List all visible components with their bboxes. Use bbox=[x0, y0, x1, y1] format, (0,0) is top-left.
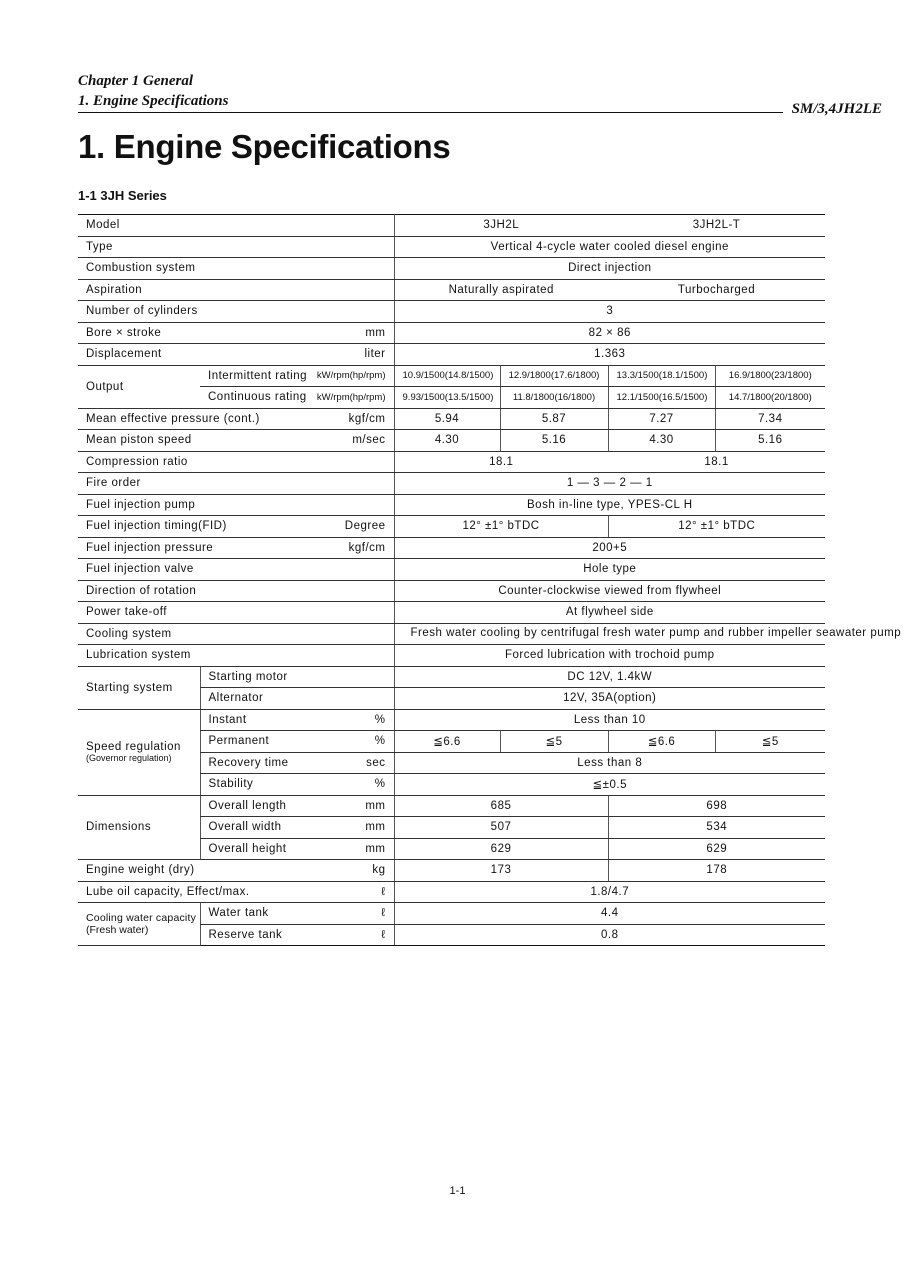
row-label: Stability bbox=[200, 774, 288, 796]
cell-value: 12° ±1° bTDC bbox=[394, 516, 608, 538]
cell-value: ≦5 bbox=[500, 731, 608, 753]
table-row bbox=[78, 881, 825, 903]
cell-value: 698 bbox=[608, 795, 825, 817]
table-row bbox=[78, 494, 825, 516]
table-row bbox=[78, 516, 825, 538]
cell-value: 507 bbox=[394, 817, 608, 839]
row-unit: mm bbox=[288, 322, 394, 344]
cell-value: 4.4 bbox=[394, 903, 825, 925]
row-label: Engine weight (dry) bbox=[78, 860, 288, 882]
row-label: Direction of rotation bbox=[78, 580, 288, 602]
table-row bbox=[78, 623, 825, 645]
row-label: Type bbox=[78, 236, 288, 258]
table-row bbox=[78, 215, 825, 237]
cell-value: Hole type bbox=[394, 559, 825, 581]
cell-value: 9.93/1500(13.5/1500) bbox=[394, 387, 500, 409]
group-subtitle: (Fresh water) bbox=[86, 924, 149, 936]
row-unit: % bbox=[288, 709, 394, 731]
row-label: Combustion system bbox=[78, 258, 288, 280]
row-unit: % bbox=[288, 774, 394, 796]
row-unit: kg bbox=[288, 860, 394, 882]
row-label: Lubrication system bbox=[78, 645, 288, 667]
cell-value: Less than 8 bbox=[394, 752, 825, 774]
row-label: Fuel injection pump bbox=[78, 494, 288, 516]
cell-value: 629 bbox=[394, 838, 608, 860]
cell-value: 13.3/1500(18.1/1500) bbox=[608, 365, 715, 387]
row-label: Power take-off bbox=[78, 602, 288, 624]
table-row bbox=[78, 301, 825, 323]
table-row bbox=[78, 903, 825, 925]
cell-value: 12° ±1° bTDC bbox=[608, 516, 825, 538]
row-label: Cooling system bbox=[78, 623, 288, 645]
table-row bbox=[78, 537, 825, 559]
chapter-title: Chapter 1 General bbox=[78, 73, 194, 89]
cell-value: 4.30 bbox=[608, 430, 715, 452]
row-label: Lube oil capacity, Effect/max. bbox=[78, 881, 288, 903]
row-label: Mean piston speed bbox=[78, 430, 288, 452]
table-row bbox=[78, 795, 825, 817]
page-title: 1. Engine Specifications bbox=[78, 128, 451, 165]
row-label: Continuous rating bbox=[200, 387, 288, 409]
table-row bbox=[78, 645, 825, 667]
row-unit: Degree bbox=[288, 516, 394, 538]
row-unit: kW/rpm(hp/rpm) bbox=[288, 365, 394, 387]
cell-value: 3JH2L-T bbox=[608, 215, 825, 237]
row-label: Bore × stroke bbox=[78, 322, 288, 344]
cell-value: 12.1/1500(16.5/1500) bbox=[608, 387, 715, 409]
cell-value: 0.8 bbox=[394, 924, 825, 946]
cell-value: 12.9/1800(17.6/1800) bbox=[500, 365, 608, 387]
cell-value: 7.27 bbox=[608, 408, 715, 430]
cell-value: ≦5 bbox=[715, 731, 825, 753]
document-code: SM/3,4JH2LE bbox=[791, 101, 882, 117]
cell-value: 5.87 bbox=[500, 408, 608, 430]
row-label: Alternator bbox=[200, 688, 288, 710]
cell-value: ≦±0.5 bbox=[394, 774, 825, 796]
cell-value: 534 bbox=[608, 817, 825, 839]
cell-value: 685 bbox=[394, 795, 608, 817]
cell-value: ≦6.6 bbox=[608, 731, 715, 753]
table-row bbox=[78, 860, 825, 882]
row-label: Permanent bbox=[200, 731, 288, 753]
group-label: Starting system bbox=[78, 666, 200, 709]
cell-value: 7.34 bbox=[715, 408, 825, 430]
cell-value: Direct injection bbox=[394, 258, 825, 280]
cell-value: ≦6.6 bbox=[394, 731, 500, 753]
cell-value: 1.363 bbox=[394, 344, 825, 366]
row-unit: mm bbox=[288, 838, 394, 860]
table-row bbox=[78, 430, 825, 452]
row-label: Number of cylinders bbox=[78, 301, 288, 323]
cell-value: 14.7/1800(20/1800) bbox=[715, 387, 825, 409]
row-unit: kW/rpm(hp/rpm) bbox=[288, 387, 394, 409]
cell-value: 1 — 3 — 2 — 1 bbox=[394, 473, 825, 495]
table-row bbox=[78, 236, 825, 258]
cell-value: Vertical 4-cycle water cooled diesel engine bbox=[394, 236, 825, 258]
row-unit: mm bbox=[288, 817, 394, 839]
cell-value: 4.30 bbox=[394, 430, 500, 452]
row-label: Model bbox=[78, 215, 288, 237]
group-label: Output bbox=[78, 365, 200, 408]
table-row bbox=[78, 559, 825, 581]
section-subtitle: 1-1 3JH Series bbox=[78, 188, 167, 203]
cell-value: 5.16 bbox=[715, 430, 825, 452]
cell-value: 173 bbox=[394, 860, 608, 882]
cell-value: Bosh in-line type, YPES-CL H bbox=[394, 494, 825, 516]
row-label: Reserve tank bbox=[200, 924, 288, 946]
cell-value: Forced lubrication with trochoid pump bbox=[394, 645, 825, 667]
table-row bbox=[78, 709, 825, 731]
row-label: Mean effective pressure (cont.) bbox=[78, 408, 288, 430]
cell-value: 3 bbox=[394, 301, 825, 323]
row-label: Instant bbox=[200, 709, 288, 731]
row-unit: kgf/cm bbox=[288, 537, 394, 559]
table-row bbox=[78, 473, 825, 495]
header-rule bbox=[78, 112, 783, 113]
row-unit: sec bbox=[288, 752, 394, 774]
row-unit: ℓ bbox=[288, 881, 394, 903]
table-row bbox=[78, 344, 825, 366]
row-unit: liter bbox=[288, 344, 394, 366]
cell-value: 5.94 bbox=[394, 408, 500, 430]
table-row bbox=[78, 322, 825, 344]
table-row bbox=[78, 365, 825, 387]
row-label: Fuel injection valve bbox=[78, 559, 288, 581]
group-label bbox=[78, 709, 200, 795]
row-label: Displacement bbox=[78, 344, 288, 366]
row-label: Aspiration bbox=[78, 279, 288, 301]
row-label: Overall length bbox=[200, 795, 288, 817]
table-row bbox=[78, 602, 825, 624]
row-label: Intermittent rating bbox=[200, 365, 288, 387]
table-row bbox=[78, 408, 825, 430]
cell-value: 10.9/1500(14.8/1500) bbox=[394, 365, 500, 387]
row-label: Fire order bbox=[78, 473, 288, 495]
row-label: Fuel injection timing(FID) bbox=[78, 516, 288, 538]
cell-value: 200+5 bbox=[394, 537, 825, 559]
row-unit: mm bbox=[288, 795, 394, 817]
table-row bbox=[78, 451, 825, 473]
row-label: Compression ratio bbox=[78, 451, 288, 473]
row-label: Fuel injection pressure bbox=[78, 537, 288, 559]
group-title: Speed regulation bbox=[86, 741, 181, 753]
row-unit: % bbox=[288, 731, 394, 753]
cell-value: Counter-clockwise viewed from flywheel bbox=[394, 580, 825, 602]
cell-value: Less than 10 bbox=[394, 709, 825, 731]
chapter-header bbox=[78, 71, 228, 111]
table-row bbox=[78, 666, 825, 688]
cell-value: 18.1 bbox=[608, 451, 825, 473]
table-row bbox=[78, 258, 825, 280]
cell-value: Naturally aspirated bbox=[394, 279, 608, 301]
row-unit: kgf/cm bbox=[288, 408, 394, 430]
cell-value: 18.1 bbox=[394, 451, 608, 473]
cell-value: 178 bbox=[608, 860, 825, 882]
cell-value: Fresh water cooling by centrifugal fresh water pump and rubber impeller seawater pump bbox=[394, 623, 825, 645]
cell-value: DC 12V, 1.4kW bbox=[394, 666, 825, 688]
row-label: Water tank bbox=[200, 903, 288, 925]
group-subtitle: (Governor regulation) bbox=[86, 753, 172, 763]
row-unit: ℓ bbox=[288, 903, 394, 925]
row-label: Overall height bbox=[200, 838, 288, 860]
row-unit: ℓ bbox=[288, 924, 394, 946]
cell-value: Turbocharged bbox=[608, 279, 825, 301]
cell-value: 5.16 bbox=[500, 430, 608, 452]
group-label bbox=[78, 903, 200, 946]
cell-value: 12V, 35A(option) bbox=[394, 688, 825, 710]
spec-table bbox=[78, 214, 902, 946]
page-number: 1-1 bbox=[449, 1185, 466, 1197]
row-unit: m/sec bbox=[288, 430, 394, 452]
row-label: Recovery time bbox=[200, 752, 288, 774]
table-row bbox=[78, 279, 825, 301]
cell-value: 1.8/4.7 bbox=[394, 881, 825, 903]
cell-value: 11.8/1800(16/1800) bbox=[500, 387, 608, 409]
cell-value: At flywheel side bbox=[394, 602, 825, 624]
table-row bbox=[78, 580, 825, 602]
row-label: Starting motor bbox=[200, 666, 288, 688]
cell-value: 629 bbox=[608, 838, 825, 860]
group-title: Cooling water capacity bbox=[86, 912, 197, 924]
section-title: 1. Engine Specifications bbox=[78, 93, 229, 109]
group-label: Dimensions bbox=[78, 795, 200, 860]
cell-value: 82 × 86 bbox=[394, 322, 825, 344]
row-label: Overall width bbox=[200, 817, 288, 839]
cell-value: 16.9/1800(23/1800) bbox=[715, 365, 825, 387]
cell-value: 3JH2L bbox=[394, 215, 608, 237]
